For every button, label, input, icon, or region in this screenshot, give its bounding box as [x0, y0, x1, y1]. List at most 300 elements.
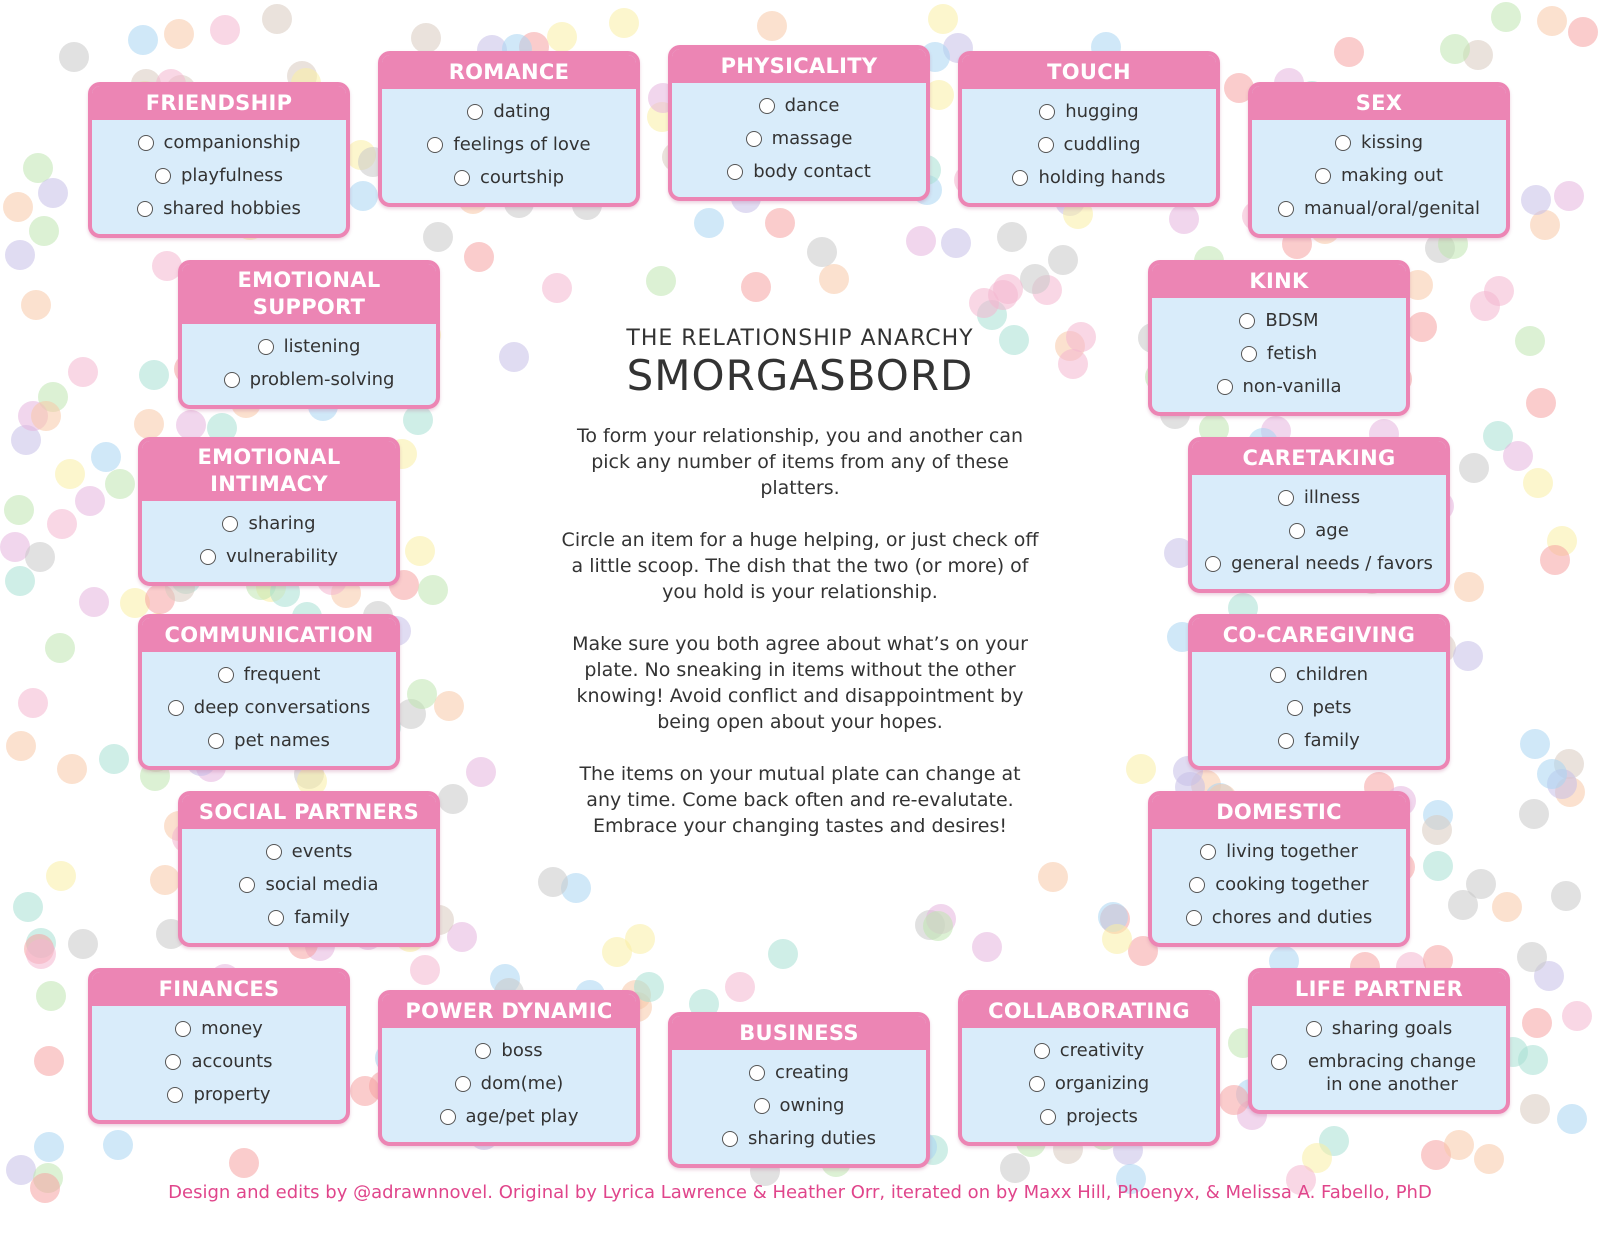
platter-item[interactable] — [1196, 691, 1442, 724]
platter-co-caregiving — [1188, 614, 1450, 770]
radio-circle-icon[interactable] — [722, 1131, 738, 1147]
radio-circle-icon[interactable] — [440, 1109, 456, 1125]
platter-title: FRIENDSHIP — [92, 86, 346, 120]
platter-items — [92, 1006, 346, 1120]
radio-circle-icon[interactable] — [1335, 135, 1351, 151]
confetti-dot — [25, 542, 55, 572]
confetti-dot — [819, 264, 849, 294]
platter-item[interactable] — [186, 901, 432, 934]
platter-item-label: dance — [784, 95, 840, 116]
platter-item-label: living together — [1226, 841, 1358, 862]
radio-circle-icon[interactable] — [167, 1087, 183, 1103]
confetti-dot — [34, 1046, 64, 1076]
radio-circle-icon[interactable] — [268, 910, 284, 926]
radio-circle-icon[interactable] — [427, 137, 443, 153]
confetti-dot — [210, 15, 240, 45]
confetti-dot — [46, 861, 76, 891]
platter-item-label: courtship — [480, 167, 564, 188]
confetti-dot — [694, 208, 724, 238]
platter-romance — [378, 51, 640, 207]
confetti-dot — [405, 536, 435, 566]
confetti-dot — [38, 178, 68, 208]
platter-item[interactable] — [146, 540, 392, 573]
confetti-dot — [31, 401, 61, 431]
platter-title: SEX — [1252, 86, 1506, 120]
confetti-dot — [1058, 349, 1088, 379]
radio-circle-icon[interactable] — [1278, 733, 1294, 749]
confetti-dot — [99, 744, 129, 774]
platter-item-label: embracing change in one another — [1307, 1051, 1477, 1095]
confetti-dot — [1000, 1153, 1030, 1183]
confetti-dot — [466, 757, 496, 787]
platter-item[interactable] — [1196, 724, 1442, 757]
platter-item[interactable] — [386, 161, 632, 194]
platter-title: SOCIAL PARTNERS — [182, 795, 436, 829]
radio-circle-icon[interactable] — [1306, 1021, 1322, 1037]
platter-item[interactable] — [146, 724, 392, 757]
confetti-dot — [418, 575, 448, 605]
confetti-dot — [1474, 1144, 1504, 1174]
platter-item[interactable] — [1256, 192, 1502, 225]
platter-items — [382, 1028, 636, 1142]
platter-item-label: family — [294, 907, 350, 928]
platter-items — [92, 120, 346, 234]
platter-item-label: making out — [1340, 165, 1444, 186]
platter-item-label: property — [193, 1084, 271, 1105]
platter-item-label: BDSM — [1265, 310, 1319, 331]
radio-circle-icon[interactable] — [175, 1021, 191, 1037]
platter-item[interactable] — [1196, 481, 1442, 514]
confetti-dot — [1334, 37, 1364, 67]
platter-item-label: playfulness — [180, 165, 284, 186]
platter-item[interactable] — [146, 691, 392, 724]
platter-item[interactable] — [186, 835, 432, 868]
platter-item-label: creating — [775, 1062, 849, 1083]
radio-circle-icon[interactable] — [137, 201, 153, 217]
platter-life-partner — [1248, 968, 1510, 1114]
radio-circle-icon[interactable] — [1186, 910, 1202, 926]
platter-item[interactable] — [1196, 658, 1442, 691]
platter-items — [142, 501, 396, 582]
radio-circle-icon[interactable] — [1270, 667, 1286, 683]
platter-item-label: dom(me) — [480, 1073, 564, 1094]
platter-item[interactable] — [966, 128, 1212, 161]
radio-circle-icon[interactable] — [759, 98, 775, 114]
confetti-dot — [1554, 181, 1584, 211]
confetti-dot — [1453, 641, 1483, 671]
radio-circle-icon[interactable] — [455, 1076, 471, 1092]
platter-item[interactable] — [1156, 304, 1402, 337]
intro-paragraph: The items on your mutual plate can change at any time. Come back often and re-evalutate. Embrace your changing tastes and desires! — [579, 763, 1021, 837]
confetti-dot — [1537, 6, 1567, 36]
confetti-dot — [757, 11, 787, 41]
confetti-dot — [1038, 862, 1068, 892]
platter-title: COLLABORATING — [962, 994, 1216, 1028]
radio-circle-icon[interactable] — [224, 372, 240, 388]
confetti-dot — [1492, 892, 1522, 922]
confetti-dot — [923, 911, 953, 941]
radio-circle-icon[interactable] — [749, 1065, 765, 1081]
platter-caretaking — [1188, 437, 1450, 593]
confetti-dot — [1503, 441, 1533, 471]
confetti-dot — [1522, 1008, 1552, 1038]
confetti-dot — [438, 784, 468, 814]
platter-item[interactable] — [96, 159, 342, 192]
radio-circle-icon[interactable] — [208, 733, 224, 749]
radio-circle-icon[interactable] — [239, 877, 255, 893]
confetti-dot — [410, 955, 440, 985]
platter-item-label: problem-solving — [249, 369, 395, 390]
platter-item[interactable] — [676, 1089, 922, 1122]
platter-title: PHYSICALITY — [672, 49, 926, 83]
platter-item-label: listening — [283, 336, 361, 357]
platter-item[interactable] — [96, 1012, 342, 1045]
confetti-dot — [1020, 264, 1050, 294]
confetti-dot — [1454, 572, 1484, 602]
confetti-dot — [3, 192, 33, 222]
platter-item-label: family — [1304, 730, 1360, 751]
confetti-dot — [741, 272, 771, 302]
confetti-dot — [499, 342, 529, 372]
radio-circle-icon[interactable] — [1278, 201, 1294, 217]
page-title: SMORGASBORD — [626, 351, 974, 400]
platter-item[interactable] — [186, 868, 432, 901]
platter-item[interactable] — [966, 161, 1212, 194]
platter-item-label: events — [291, 841, 353, 862]
platter-item-label: owning — [779, 1095, 845, 1116]
confetti-dot — [1126, 754, 1156, 784]
radio-circle-icon[interactable] — [1038, 137, 1054, 153]
platter-item[interactable] — [1156, 835, 1402, 868]
confetti-dot — [79, 587, 109, 617]
radio-circle-icon[interactable] — [218, 667, 234, 683]
radio-circle-icon[interactable] — [1029, 1076, 1045, 1092]
intro-paragraph: Make sure you both agree about what’s on your plate. No sneaking in items without the other knowing! Avoid conflict and disappointment by being open about your hopes. — [572, 633, 1028, 733]
confetti-dot — [34, 1132, 64, 1162]
confetti-dot — [348, 181, 378, 211]
platter-title: LIFE PARTNER — [1252, 972, 1506, 1006]
platter-item-label: age — [1315, 520, 1349, 541]
confetti-dot — [262, 4, 292, 34]
platter-item-label: companionship — [163, 132, 301, 153]
confetti-dot — [464, 242, 494, 272]
confetti-dot — [164, 19, 194, 49]
platter-item-label: sharing duties — [747, 1128, 877, 1149]
platter-item[interactable] — [96, 192, 342, 225]
platter-item[interactable] — [1156, 337, 1402, 370]
confetti-dot — [1551, 881, 1581, 911]
platter-sex — [1248, 82, 1510, 238]
radio-circle-icon[interactable] — [165, 1054, 181, 1070]
platter-item-label: money — [201, 1018, 263, 1039]
platter-item-label: vulnerability — [225, 546, 339, 567]
confetti-dot — [1568, 17, 1598, 47]
platter-item[interactable] — [386, 1067, 632, 1100]
platter-item[interactable] — [1256, 159, 1502, 192]
platter-item-label: holding hands — [1038, 167, 1166, 188]
confetti-dot — [1066, 322, 1096, 352]
center-text-block — [560, 325, 1040, 865]
confetti-dot — [5, 566, 35, 596]
confetti-dot — [725, 972, 755, 1002]
platter-item[interactable] — [676, 1122, 922, 1155]
radio-circle-icon[interactable] — [1034, 1043, 1050, 1059]
radio-circle-icon[interactable] — [746, 131, 762, 147]
platter-title: ROMANCE — [382, 55, 636, 89]
platter-item[interactable] — [146, 658, 392, 691]
platter-kink — [1148, 260, 1410, 416]
radio-circle-icon[interactable] — [1040, 1109, 1056, 1125]
platter-title: TOUCH — [962, 55, 1216, 89]
confetti-dot — [18, 688, 48, 718]
radio-circle-icon[interactable] — [1205, 556, 1221, 572]
platter-item-label: hugging — [1065, 101, 1139, 122]
confetti-dot — [928, 4, 958, 34]
platter-item[interactable] — [1196, 547, 1442, 580]
confetti-dot — [434, 691, 464, 721]
confetti-dot — [1422, 815, 1452, 845]
platter-item-label: frequent — [243, 664, 321, 685]
confetti-dot — [972, 932, 1002, 962]
platter-items — [1152, 829, 1406, 943]
confetti-dot — [993, 274, 1023, 304]
platter-item[interactable] — [96, 1078, 342, 1111]
radio-circle-icon[interactable] — [467, 104, 483, 120]
platter-item[interactable] — [1256, 1045, 1502, 1101]
platter-item[interactable] — [96, 126, 342, 159]
confetti-dot — [105, 469, 135, 499]
confetti-dot — [1562, 1001, 1592, 1031]
platter-physicality — [668, 45, 930, 201]
page-supertitle: THE RELATIONSHIP ANARCHY — [626, 326, 974, 351]
platter-item-label: kissing — [1360, 132, 1423, 153]
platter-title: KINK — [1152, 264, 1406, 298]
platter-items — [672, 83, 926, 197]
confetti-dot — [134, 409, 164, 439]
confetti-dot — [625, 924, 655, 954]
confetti-dot — [646, 266, 676, 296]
platter-item[interactable] — [1156, 868, 1402, 901]
platter-title: EMOTIONAL INTIMACY — [142, 441, 396, 501]
platter-item-label: accounts — [191, 1051, 273, 1072]
platter-item-label: massage — [771, 128, 853, 149]
confetti-dot — [1459, 453, 1489, 483]
confetti-dot — [1520, 729, 1550, 759]
platter-item-label: deep conversations — [193, 697, 371, 718]
radio-circle-icon[interactable] — [454, 170, 470, 186]
platter-item-label: organizing — [1054, 1073, 1150, 1094]
radio-circle-icon[interactable] — [1289, 523, 1305, 539]
radio-circle-icon[interactable] — [1241, 346, 1257, 362]
platter-emotional-intimacy — [138, 437, 400, 586]
confetti-dot — [128, 25, 158, 55]
radio-circle-icon[interactable] — [1287, 700, 1303, 716]
platter-item[interactable] — [676, 155, 922, 188]
confetti-dot — [1537, 759, 1567, 789]
platter-item[interactable] — [676, 89, 922, 122]
radio-circle-icon[interactable] — [475, 1043, 491, 1059]
platter-items — [1152, 298, 1406, 412]
confetti-dot — [75, 486, 105, 516]
platter-item[interactable] — [966, 1034, 1212, 1067]
radio-circle-icon[interactable] — [168, 700, 184, 716]
platter-item[interactable] — [676, 1056, 922, 1089]
platter-item[interactable] — [1156, 901, 1402, 934]
platter-emotional-support — [178, 260, 440, 409]
radio-circle-icon[interactable] — [200, 549, 216, 565]
radio-circle-icon[interactable] — [1039, 104, 1055, 120]
confetti-dot — [350, 1076, 380, 1106]
credit-line: Design and edits by @adrawnnovel. Original by Lyrica Lawrence & Heather Orr, iterated on by Maxx Hill, Phoenyx, & Melissa A. Fabello, PhD — [168, 1182, 1432, 1203]
platter-title: DOMESTIC — [1152, 795, 1406, 829]
platter-item[interactable] — [96, 1045, 342, 1078]
platter-item[interactable] — [1256, 126, 1502, 159]
confetti-dot — [906, 226, 936, 256]
confetti-dot — [5, 240, 35, 270]
platter-item[interactable] — [676, 122, 922, 155]
radio-circle-icon[interactable] — [1189, 877, 1205, 893]
platter-item-label: chores and duties — [1211, 907, 1373, 928]
confetti-dot — [1520, 1094, 1550, 1124]
radio-circle-icon[interactable] — [258, 339, 274, 355]
platter-item-label: body contact — [753, 161, 871, 182]
confetti-dot — [1515, 326, 1545, 356]
confetti-dot — [47, 509, 77, 539]
platter-business — [668, 1012, 930, 1168]
radio-circle-icon[interactable] — [1217, 379, 1233, 395]
intro-paragraph: To form your relationship, you and another can pick any number of items from any of these platters. — [576, 425, 1024, 499]
radio-circle-icon[interactable] — [1239, 313, 1255, 329]
radio-circle-icon[interactable] — [754, 1098, 770, 1114]
platter-item[interactable] — [1256, 1012, 1502, 1045]
confetti-dot — [547, 22, 577, 52]
platter-touch — [958, 51, 1220, 207]
platter-items — [1192, 475, 1446, 589]
radio-circle-icon[interactable] — [1012, 170, 1028, 186]
platter-item-label: feelings of love — [453, 134, 591, 155]
platter-item-label: dating — [493, 101, 551, 122]
platter-item[interactable] — [386, 1034, 632, 1067]
platter-item[interactable] — [966, 1067, 1212, 1100]
confetti-dot — [21, 290, 51, 320]
platter-title: BUSINESS — [672, 1016, 926, 1050]
confetti-dot — [765, 208, 795, 238]
confetti-dot — [68, 929, 98, 959]
confetti-dot — [1523, 468, 1553, 498]
platter-item-label: sharing goals — [1331, 1018, 1453, 1039]
platter-domestic — [1148, 791, 1410, 947]
platter-item[interactable] — [966, 1100, 1212, 1133]
platter-item[interactable] — [186, 330, 432, 363]
confetti-dot — [55, 459, 85, 489]
confetti-dot — [1491, 2, 1521, 32]
platter-items — [1252, 1006, 1506, 1110]
platter-items — [142, 652, 396, 766]
radio-circle-icon[interactable] — [1278, 490, 1294, 506]
confetti-dot — [1169, 204, 1199, 234]
platter-items — [382, 89, 636, 203]
confetti-dot — [941, 228, 971, 258]
platter-title: CO-CAREGIVING — [1192, 618, 1446, 652]
confetti-dot — [1517, 942, 1547, 972]
confetti-dot — [609, 8, 639, 38]
confetti-dot — [807, 237, 837, 267]
confetti-dot — [68, 357, 98, 387]
confetti-dot — [1048, 245, 1078, 275]
platter-friendship — [88, 82, 350, 238]
radio-circle-icon[interactable] — [222, 516, 238, 532]
platter-item[interactable] — [386, 128, 632, 161]
confetti-dot — [1444, 1130, 1474, 1160]
platter-item-label: cooking together — [1215, 874, 1369, 895]
confetti-dot — [13, 892, 43, 922]
platter-item-label: illness — [1303, 487, 1361, 508]
platter-item[interactable] — [1196, 514, 1442, 547]
platter-power-dynamic — [378, 990, 640, 1146]
radio-circle-icon[interactable] — [1200, 844, 1216, 860]
platter-collaborating — [958, 990, 1220, 1146]
platter-items — [962, 1028, 1216, 1142]
platter-item-label: shared hobbies — [163, 198, 301, 219]
confetti-dot — [403, 405, 433, 435]
radio-circle-icon[interactable] — [727, 164, 743, 180]
platter-item[interactable] — [386, 1100, 632, 1133]
radio-circle-icon[interactable] — [266, 844, 282, 860]
platter-item-label: projects — [1066, 1106, 1138, 1127]
platter-item[interactable] — [146, 507, 392, 540]
platter-item-label: fetish — [1266, 343, 1318, 364]
radio-circle-icon[interactable] — [1271, 1054, 1287, 1070]
confetti-dot — [1540, 545, 1570, 575]
platter-finances — [88, 968, 350, 1124]
confetti-dot — [1521, 185, 1551, 215]
platter-item[interactable] — [1156, 370, 1402, 403]
platter-item-label: pet names — [234, 730, 330, 751]
confetti-dot — [6, 731, 36, 761]
platter-item-label: cuddling — [1063, 134, 1141, 155]
confetti-dot — [4, 495, 34, 525]
confetti-dot — [1519, 799, 1549, 829]
platter-item-label: pets — [1312, 697, 1352, 718]
platter-items — [962, 89, 1216, 203]
platter-item-label: creativity — [1059, 1040, 1145, 1061]
platter-item-label: non-vanilla — [1242, 376, 1342, 397]
radio-circle-icon[interactable] — [1315, 168, 1331, 184]
confetti-dot — [411, 23, 441, 53]
confetti-dot — [1219, 1085, 1249, 1115]
platter-item[interactable] — [966, 95, 1212, 128]
confetti-dot — [997, 222, 1027, 252]
confetti-dot — [1557, 1104, 1587, 1134]
confetti-dot — [91, 442, 121, 472]
radio-circle-icon[interactable] — [138, 135, 154, 151]
platter-title: COMMUNICATION — [142, 618, 396, 652]
confetti-dot — [26, 939, 56, 969]
radio-circle-icon[interactable] — [155, 168, 171, 184]
platter-item-label: children — [1295, 664, 1369, 685]
confetti-dot — [1423, 851, 1453, 881]
platter-item[interactable] — [386, 95, 632, 128]
confetti-dot — [1526, 388, 1556, 418]
platter-items — [182, 324, 436, 405]
platter-title: CARETAKING — [1192, 441, 1446, 475]
confetti-dot — [407, 679, 437, 709]
confetti-dot — [59, 42, 89, 72]
confetti-dot — [150, 865, 180, 895]
platter-items — [1252, 120, 1506, 234]
platter-items — [672, 1050, 926, 1164]
platter-item[interactable] — [186, 363, 432, 396]
